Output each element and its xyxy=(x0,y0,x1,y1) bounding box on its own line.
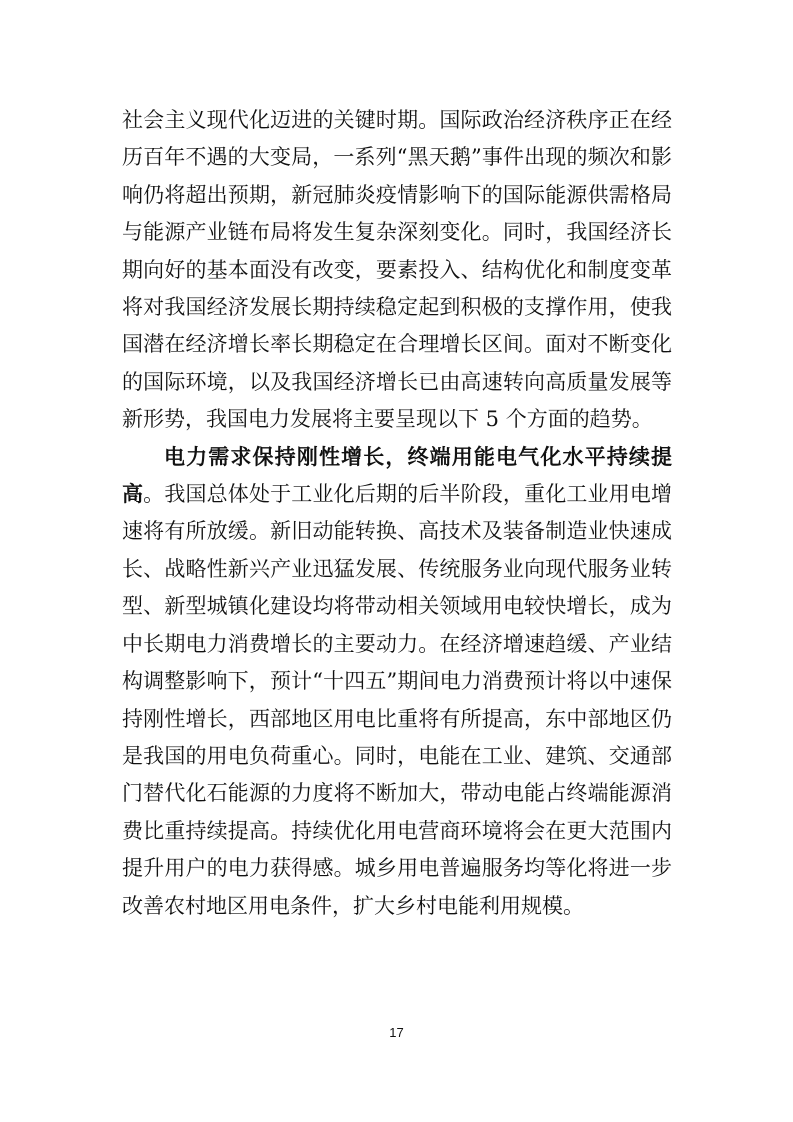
paragraph-lead-heading: 电力需求保持刚性增长，终端用能电气化水平持续提高 xyxy=(122,444,672,507)
page-number: 17 xyxy=(389,1025,404,1040)
paragraph-electricity-demand xyxy=(122,439,672,925)
paragraph-text: 社会主义现代化迈进的关键时期。国际政治经济秩序正在经历百年不遇的大变局，一系列“黑天鹅”事件出现的频次和影响仍将超出预期，新冠肺炎疫情影响下的国际能源供需格局与能源产业链布局将发生复杂深刻变化。同时，我国经济长期向好的基本面没有改变，要素投入、结构优化和制度变革将对我国经济发展长期持续稳定起到积极的支撑作用，使我国潜在经济增长率长期稳定在合理增长区间。面对不断变化的国际环境，以及我国经济增长已由高速转向高质量发展等新形势，我国电力发展将主要呈现以下 5 个方面的趋势。 xyxy=(122,108,672,432)
document-body xyxy=(122,102,672,925)
paragraph-text: 。我国总体处于工业化后期的后半阶段，重化工业用电增速将有所放缓。新旧动能转换、高技术及装备制造业快速成长、战略性新兴产业迅猛发展、传统服务业向现代服务业转型、新型城镇化建设均将带动相关领域用电较快增长，成为中长期电力消费增长的主要动力。在经济增速趋缓、产业结构调整影响下，预计“十四五”期间电力消费预计将以中速保持刚性增长，西部地区用电比重将有所提高，东中部地区仍是我国的用电负荷重心。同时，电能在工业、建筑、交通部门替代化石能源的力度将不断加大，带动电能占终端能源消费比重持续提高。持续优化用电营商环境将会在更大范围内提升用户的电力获得感。城乡用电普遍服务均等化将进一步改善农村地区用电条件，扩大乡村电能利用规模。 xyxy=(122,482,673,918)
paragraph-continuation xyxy=(122,102,672,439)
